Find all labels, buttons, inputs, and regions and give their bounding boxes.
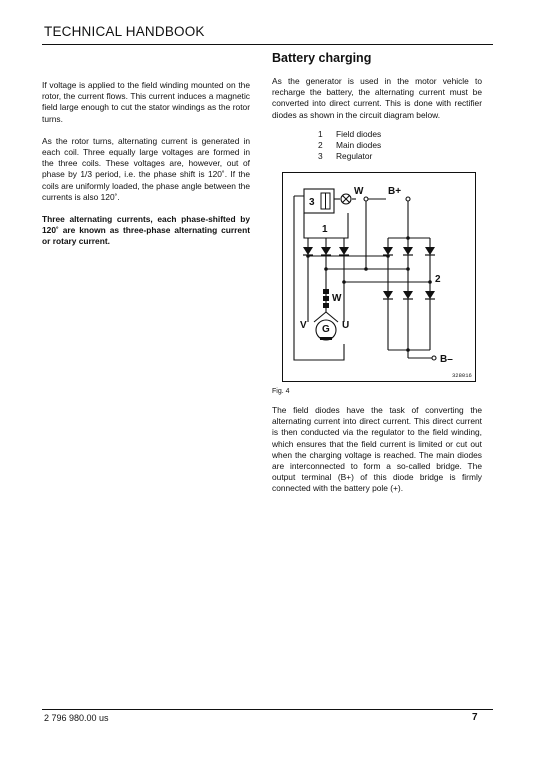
terminal-w — [364, 197, 368, 201]
page-number: 7 — [472, 712, 478, 723]
intro-paragraph: As the generator is used in the motor vehicle to recharge the battery, the alternating current must be converted into direct current. This is done with rectifier diodes as shown in the circuit diagram below. — [272, 76, 482, 120]
document-number: 2 796 980.00 us — [44, 713, 109, 723]
page-header-title: TECHNICAL HANDBOOK — [44, 24, 205, 39]
footer-divider — [42, 709, 493, 710]
legend-item — [318, 129, 482, 140]
label-w-top: W — [354, 186, 364, 197]
label-g: G — [322, 324, 330, 335]
left-column — [42, 80, 250, 259]
legend-number: 1 — [318, 128, 323, 139]
terminal-b-plus — [406, 197, 410, 201]
legend-item — [318, 140, 482, 151]
field-diodes — [303, 247, 349, 255]
label-v: V — [300, 320, 307, 331]
field-winding — [323, 289, 329, 308]
label-field-diodes: 1 — [322, 224, 328, 235]
legend-label: Field diodes — [336, 128, 382, 139]
label-b-minus: B– — [440, 354, 453, 365]
body-paragraph: The field diodes have the task of converting the alternating current into direct current. This direct current is then conducted via the regulator to the field winding, which ensures that the field current is limited or cut out when the charging voltage is reached. The main diodes are interconnected to form a so-called bridge. The output terminal (B+) of this diode bridge is firmly connected with the battery pole (+). — [272, 405, 482, 494]
legend-number: 3 — [318, 151, 323, 162]
legend-number: 2 — [318, 140, 323, 151]
right-column-body — [272, 405, 482, 495]
legend-item — [318, 151, 482, 162]
label-main-diodes: 2 — [435, 274, 441, 285]
circuit-diagram — [282, 172, 476, 382]
terminal-b-minus — [432, 356, 436, 360]
left-paragraph-1: If voltage is applied to the field winding mounted on the rotor, the current flows. This current induces a magnetic field large enough to cut the stator windings as the rotor turns. — [42, 80, 250, 124]
header-divider — [42, 44, 493, 45]
legend-label: Main diodes — [336, 140, 382, 151]
figure-caption: Fig. 4 — [272, 388, 290, 395]
legend-label: Regulator — [336, 151, 373, 162]
right-column — [272, 50, 482, 162]
label-u: U — [342, 320, 350, 331]
label-regulator: 3 — [309, 197, 315, 208]
legend-list — [318, 129, 482, 163]
label-b-plus: B+ — [388, 186, 402, 197]
left-paragraph-2: As the rotor turns, alternating current is generated in each coil. Three equally large voltages are formed in the three coils. These voltages are, however, out of phase by 1/3 period, i.e. the phase shift is 120˚. If the coils are uniformly loaded, the phase angle between the currents is also 120˚. — [42, 135, 250, 202]
main-diodes — [383, 247, 435, 299]
left-paragraph-3-bold: Three alternating currents, each phase-shifted by 120˚ are known as three-phase alternating current or rotary current. — [42, 214, 250, 247]
section-title: Battery charging — [272, 51, 372, 65]
label-w-coil: W — [332, 293, 342, 304]
figure-code: 328016 — [452, 372, 472, 379]
circuit-diagram-svg — [282, 172, 476, 382]
